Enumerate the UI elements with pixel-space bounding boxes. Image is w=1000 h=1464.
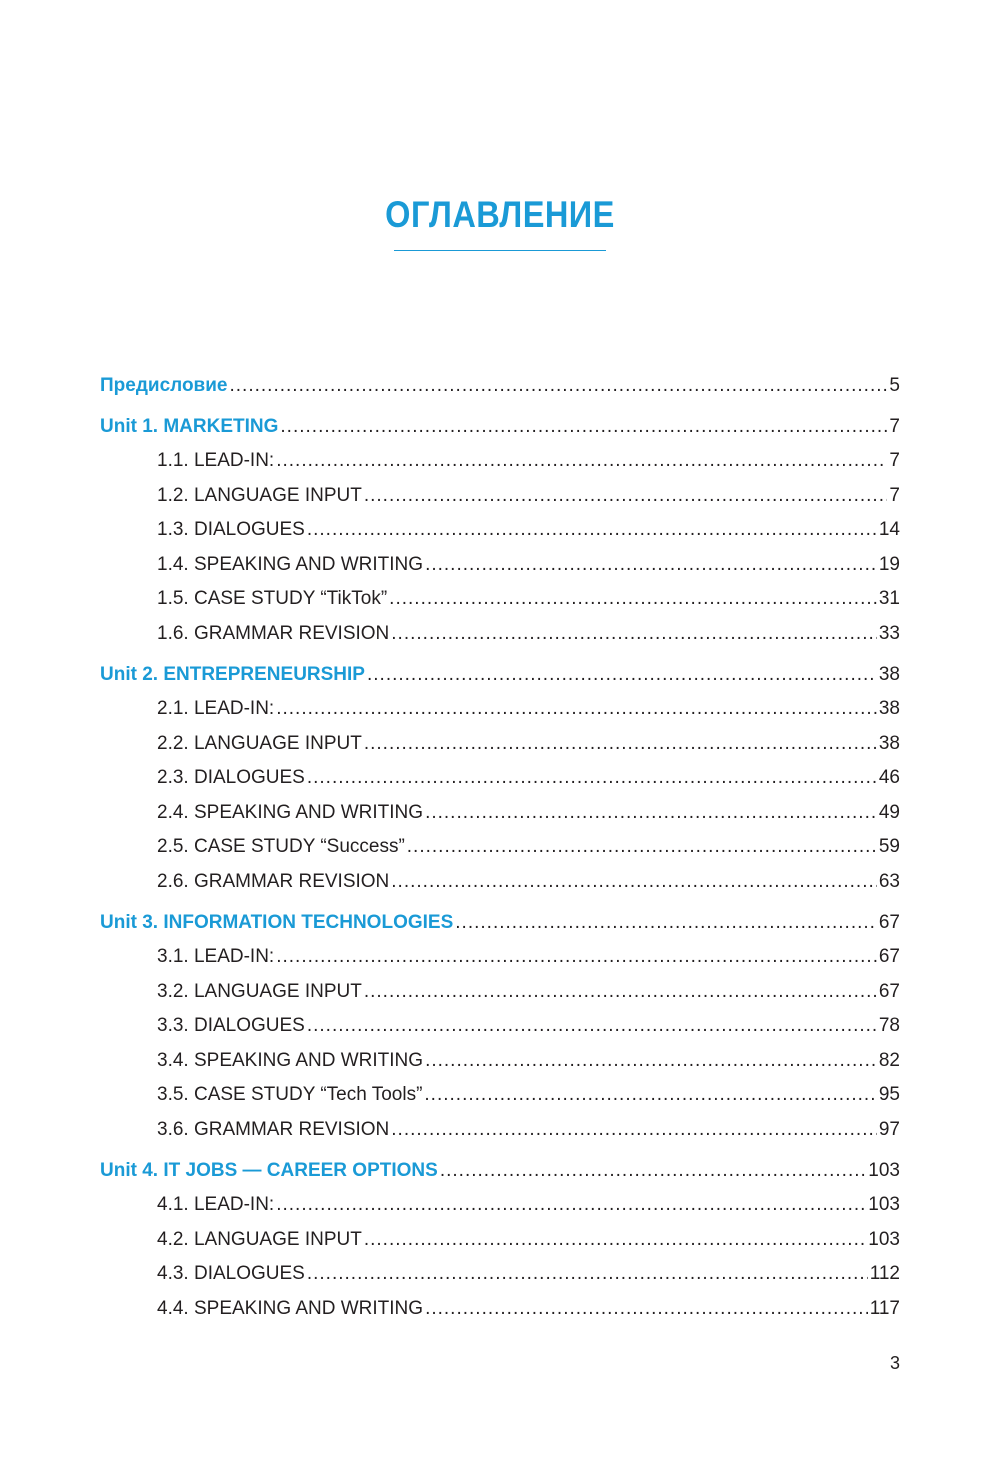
toc-section-entry[interactable] [100, 975, 900, 1010]
toc-entry-page-number: 67 [878, 946, 900, 967]
toc-section-entry[interactable] [100, 761, 900, 796]
toc-entry-page-number: 63 [878, 870, 900, 892]
toc-section-entry[interactable] [100, 617, 900, 652]
toc-dot-leader [425, 1044, 877, 1079]
toc-unit-entry[interactable] [100, 899, 900, 940]
toc-dot-leader [364, 1223, 866, 1258]
toc-entry-label: 2.5. CASE STUDY “Success” [157, 836, 405, 857]
toc-entry-label: 2.6. GRAMMAR REVISION [157, 870, 390, 892]
toc-dot-leader [307, 761, 877, 796]
toc-dot-leader [389, 582, 877, 617]
toc-entry-page-number: 97 [878, 1118, 900, 1140]
toc-dot-leader [455, 906, 877, 940]
toc-entry-page-number: 67 [878, 980, 900, 1002]
toc-unit-entry[interactable] [100, 651, 900, 692]
toc-dot-leader [364, 727, 877, 762]
toc-section-entry[interactable] [100, 1113, 900, 1148]
toc-entry-page-number: 78 [878, 1015, 900, 1036]
toc-section-entry[interactable] [100, 1257, 900, 1292]
toc-section-entry[interactable] [100, 865, 900, 900]
toc-entry-page-number: 103 [868, 1160, 900, 1181]
toc-dot-leader [425, 796, 877, 831]
toc-entry-page-number: 7 [889, 484, 900, 506]
toc-entry-page-number: 95 [878, 1084, 900, 1105]
toc-section-entry[interactable] [100, 727, 900, 762]
toc-dot-leader [364, 479, 888, 514]
toc-entry-label: Предисловие [100, 375, 228, 396]
toc-dot-leader [391, 1113, 877, 1148]
toc-entry-label: 2.1. LEAD-IN: [157, 698, 275, 719]
toc-entry-page-number: 49 [878, 801, 900, 823]
toc-entry-label: 4.4. SPEAKING AND WRITING [157, 1297, 424, 1319]
toc-section-entry[interactable] [100, 1078, 900, 1113]
toc-entry-page-number: 7 [889, 416, 900, 437]
toc-section-entry[interactable] [100, 1009, 900, 1044]
toc-entry-page-number: 31 [878, 588, 900, 609]
toc-entry-label: 1.3. DIALOGUES [157, 519, 305, 540]
toc-entry-label: 3.3. DIALOGUES [157, 1015, 305, 1036]
toc-entry-label: 3.2. LANGUAGE INPUT [157, 980, 362, 1002]
toc-entry-label: 3.1. LEAD-IN: [157, 946, 275, 967]
toc-section-entry[interactable] [100, 830, 900, 865]
toc-entry-label: 3.6. GRAMMAR REVISION [157, 1118, 390, 1140]
toc-section-entry[interactable] [100, 582, 900, 617]
toc-entry-page-number: 38 [878, 664, 900, 685]
toc-dot-leader [440, 1154, 866, 1188]
toc-entry-page-number: 14 [878, 519, 900, 540]
toc-dot-leader [230, 369, 888, 403]
toc-entry-label: 4.2. LANGUAGE INPUT [157, 1228, 362, 1250]
toc-section-entry[interactable] [100, 1188, 900, 1223]
toc-entry-page-number: 5 [889, 375, 900, 396]
toc-entry-label: 3.5. CASE STUDY “Tech Tools” [157, 1084, 423, 1105]
toc-section-entry[interactable] [100, 548, 900, 583]
toc-section-entry[interactable] [100, 479, 900, 514]
toc-dot-leader [424, 1078, 876, 1113]
page-title: ОГЛАВЛЕНИЕ [385, 194, 615, 235]
toc-dot-leader [276, 940, 877, 975]
toc-entry-page-number: 38 [878, 732, 900, 754]
toc-unit-entry[interactable] [100, 403, 900, 444]
toc-dot-leader [391, 617, 877, 652]
toc-section-entry[interactable] [100, 513, 900, 548]
toc-entry-page-number: 112 [869, 1263, 900, 1284]
page-number: 3 [889, 1353, 900, 1373]
toc-entry-label: 4.1. LEAD-IN: [157, 1194, 275, 1215]
toc-dot-leader [280, 410, 887, 444]
toc-entry-page-number: 7 [889, 450, 900, 471]
title-underline [394, 250, 606, 251]
toc-unit-entry[interactable] [100, 362, 900, 403]
toc-entry-page-number: 46 [878, 767, 900, 788]
toc-entry-page-number: 33 [878, 622, 900, 644]
toc-entry-label: 1.4. SPEAKING AND WRITING [157, 553, 424, 575]
toc-dot-leader [425, 548, 877, 583]
toc-entry-label: 1.2. LANGUAGE INPUT [157, 484, 362, 506]
toc-section-entry[interactable] [100, 444, 900, 479]
toc-entry-page-number: 103 [868, 1194, 900, 1215]
toc-entry-label: 1.5. CASE STUDY “TikTok” [157, 588, 388, 609]
toc-entry-label: 1.6. GRAMMAR REVISION [157, 622, 390, 644]
toc-dot-leader [276, 444, 887, 479]
toc-section-entry[interactable] [100, 692, 900, 727]
toc-entry-page-number: 19 [878, 553, 900, 575]
toc-entry-label: 1.1. LEAD-IN: [157, 450, 275, 471]
toc-dot-leader [307, 1009, 877, 1044]
toc-entry-label: Unit 4. IT JOBS — CAREER OPTIONS [100, 1160, 438, 1181]
toc-dot-leader [425, 1292, 868, 1327]
toc-dot-leader [276, 1188, 866, 1223]
toc-dot-leader [391, 865, 877, 900]
toc-entry-page-number: 38 [878, 698, 900, 719]
toc-dot-leader [307, 513, 877, 548]
toc-dot-leader [276, 692, 877, 727]
toc-entry-page-number: 59 [878, 836, 900, 857]
table-of-contents [100, 362, 900, 1326]
toc-entry-page-number: 82 [878, 1049, 900, 1071]
toc-section-entry[interactable] [100, 1223, 900, 1258]
toc-section-entry[interactable] [100, 796, 900, 831]
toc-entry-label: 3.4. SPEAKING AND WRITING [157, 1049, 424, 1071]
toc-section-entry[interactable] [100, 940, 900, 975]
toc-entry-page-number: 67 [878, 912, 900, 933]
toc-unit-entry[interactable] [100, 1147, 900, 1188]
toc-dot-leader [364, 975, 877, 1010]
toc-dot-leader [307, 1257, 868, 1292]
toc-dot-leader [367, 658, 877, 692]
toc-section-entry[interactable] [100, 1292, 900, 1327]
toc-entry-label: 2.2. LANGUAGE INPUT [157, 732, 362, 754]
toc-entry-label: Unit 3. INFORMATION TECHNOLOGIES [100, 912, 454, 933]
toc-entry-label: 4.3. DIALOGUES [157, 1263, 305, 1284]
toc-entry-page-number: 103 [868, 1228, 900, 1250]
toc-section-entry[interactable] [100, 1044, 900, 1079]
toc-entry-label: Unit 1. MARKETING [100, 416, 279, 437]
toc-entry-label: 2.4. SPEAKING AND WRITING [157, 801, 424, 823]
toc-entry-page-number: 117 [869, 1297, 900, 1319]
toc-entry-label: Unit 2. ENTREPRENEURSHIP [100, 664, 365, 685]
toc-entry-label: 2.3. DIALOGUES [157, 767, 305, 788]
toc-dot-leader [407, 830, 877, 865]
